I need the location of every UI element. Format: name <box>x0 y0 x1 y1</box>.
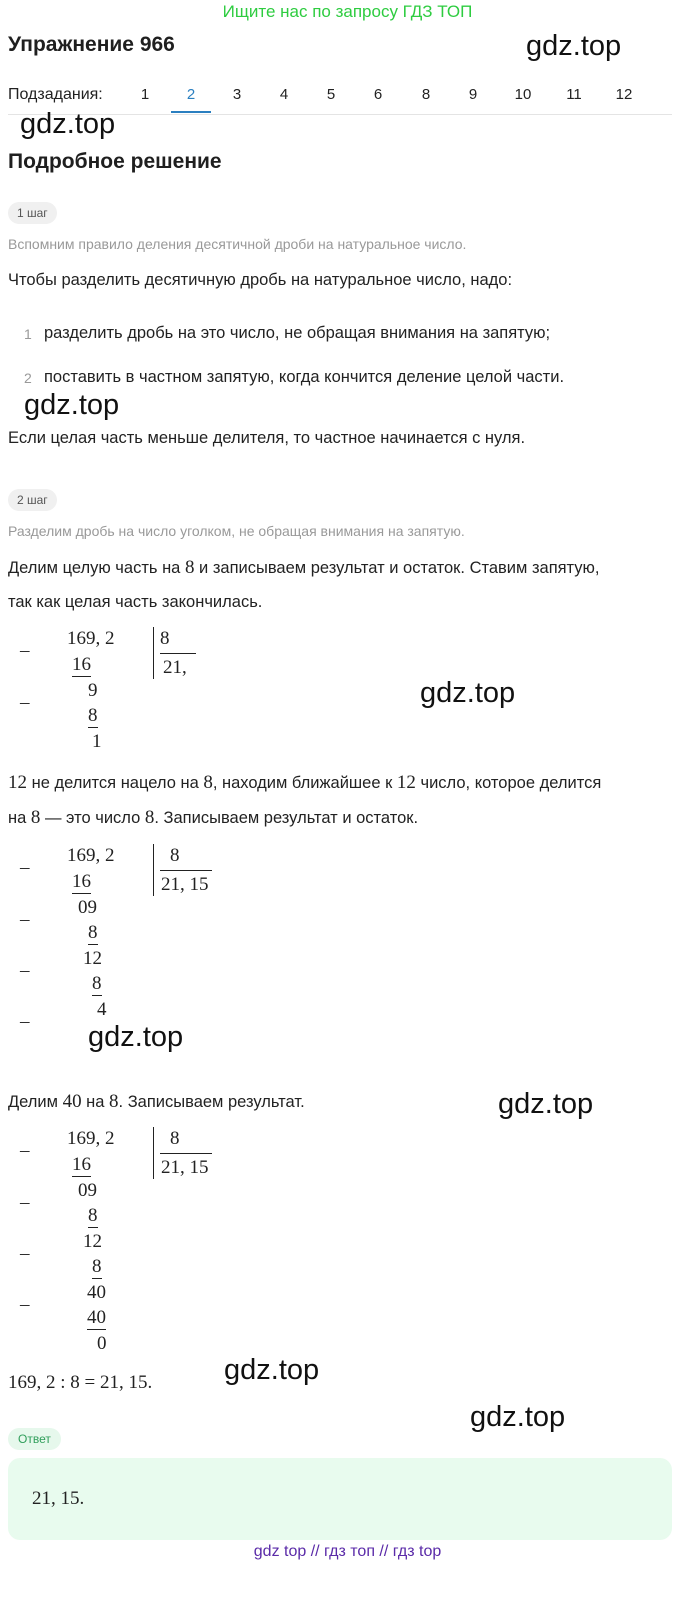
divisor: 8 <box>160 628 170 649</box>
paragraph: Делим 40 на 8. Записываем результат. <box>8 1091 305 1112</box>
partial-product: 8 <box>92 973 102 994</box>
remainder: 1 <box>92 731 102 752</box>
partial-product: 8 <box>88 705 98 726</box>
partial-product: 8 <box>88 922 98 943</box>
watermark: gdz.top <box>224 1354 320 1386</box>
watermark: gdz.top <box>420 677 516 709</box>
dividend: 169, 2 <box>67 628 115 649</box>
paragraph: Чтобы разделить десятичную дробь на натуральное число, надо: <box>8 271 513 289</box>
subtask-tab-12[interactable]: 12 <box>615 86 633 103</box>
partial-product: 16 <box>72 654 91 675</box>
footer-links[interactable]: gdz top // гдз топ // гдз top <box>253 1543 442 1560</box>
minus-sign: – <box>20 1011 30 1032</box>
subtasks-label: Подзадания: <box>8 86 103 103</box>
remainder: 9 <box>88 680 98 701</box>
watermark: gdz.top <box>498 1088 594 1120</box>
list-item: поставить в частном запятую, когда кончится деление целой части. <box>44 368 565 386</box>
minus-sign: – <box>20 1192 30 1213</box>
minus-sign: – <box>20 960 30 981</box>
subtask-tab-2[interactable]: 2 <box>171 86 211 113</box>
watermark: gdz.top <box>24 389 120 421</box>
remainder: 12 <box>83 1231 102 1252</box>
minus-sign: – <box>20 857 30 878</box>
remainder: 40 <box>87 1282 106 1303</box>
minus-sign: – <box>20 640 30 661</box>
minus-sign: – <box>20 692 30 713</box>
watermark: gdz.top <box>526 30 622 62</box>
dividend: 169, 2 <box>67 1128 115 1149</box>
step-badge: 1 шаг <box>8 202 57 224</box>
subtask-tab-9[interactable]: 9 <box>468 86 478 103</box>
partial-product: 8 <box>92 1256 102 1277</box>
answer-value: 21, 15. <box>32 1488 85 1509</box>
minus-sign: – <box>20 1243 30 1264</box>
answer-badge: Ответ <box>8 1428 61 1450</box>
subtask-tab-4[interactable]: 4 <box>279 86 289 103</box>
list-number: 1 <box>24 326 32 342</box>
step-hint: Вспомним правило деления десятичной дроби на натуральное число. <box>8 236 467 252</box>
subtask-tab-6[interactable]: 6 <box>373 86 383 103</box>
partial-product: 16 <box>72 871 91 892</box>
paragraph: Если целая часть меньше делителя, то частное начинается с нуля. <box>8 429 526 447</box>
minus-sign: – <box>20 1294 30 1315</box>
paragraph: так как целая часть закончилась. <box>8 593 263 611</box>
step-badge: 2 шаг <box>8 489 57 511</box>
dividend: 169, 2 <box>67 845 115 866</box>
page-title: Упражнение 966 <box>8 33 175 56</box>
subtask-tab-5[interactable]: 5 <box>326 86 336 103</box>
divisor: 8 <box>170 1128 180 1149</box>
promo-banner[interactable]: Ищите нас по запросу ГДЗ ТОП <box>222 2 473 21</box>
partial-product: 8 <box>88 1205 98 1226</box>
watermark: gdz.top <box>20 108 116 140</box>
paragraph: на 8 — это число 8. Записываем результат и остаток. <box>8 807 419 828</box>
subtask-tab-1[interactable]: 1 <box>140 86 150 103</box>
answer-box <box>8 1458 672 1540</box>
watermark: gdz.top <box>88 1021 184 1053</box>
quotient: 21, 15 <box>161 874 209 895</box>
remainder: 12 <box>83 948 102 969</box>
remainder: 4 <box>97 999 107 1020</box>
partial-product: 40 <box>87 1307 106 1328</box>
list-item: разделить дробь на это число, не обращая внимания на запятую; <box>44 324 551 342</box>
result-equation: 169, 2 : 8 = 21, 15. <box>8 1372 153 1393</box>
remainder: 09 <box>78 897 97 918</box>
minus-sign: – <box>20 1140 30 1161</box>
step-hint: Разделим дробь на число уголком, не обращая внимания на запятую. <box>8 523 465 539</box>
quotient: 21, 15 <box>161 1157 209 1178</box>
paragraph: 12 не делится нацело на 8, находим ближайшее к 12 число, которое делится <box>8 772 602 793</box>
minus-sign: – <box>20 909 30 930</box>
subtask-tab-10[interactable]: 10 <box>514 86 532 103</box>
watermark: gdz.top <box>470 1401 566 1433</box>
quotient: 21, <box>163 657 187 678</box>
subtask-tab-11[interactable]: 11 <box>566 86 582 103</box>
remainder: 0 <box>97 1333 107 1354</box>
remainder: 09 <box>78 1180 97 1201</box>
paragraph: Делим целую часть на 8 и записываем результат и остаток. Ставим запятую, <box>8 557 600 578</box>
divisor: 8 <box>170 845 180 866</box>
subtask-tab-3[interactable]: 3 <box>232 86 242 103</box>
list-number: 2 <box>24 370 32 386</box>
solution-heading: Подробное решение <box>8 150 222 173</box>
partial-product: 16 <box>72 1154 91 1175</box>
subtask-tab-8[interactable]: 8 <box>421 86 431 103</box>
